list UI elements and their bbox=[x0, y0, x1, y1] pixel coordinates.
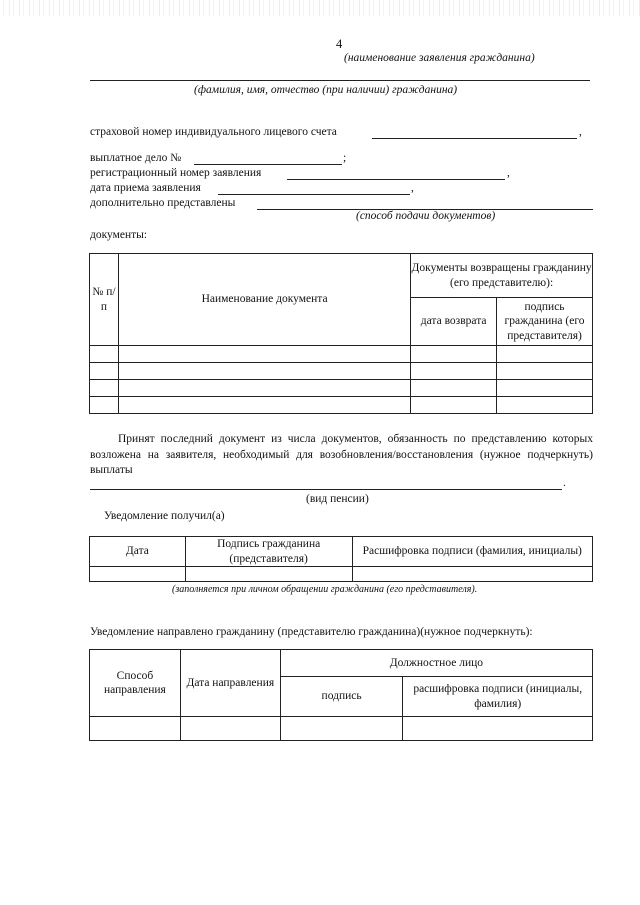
fio-line bbox=[90, 80, 590, 81]
fio-caption: (фамилия, имя, отчество (при наличии) гражданина) bbox=[194, 84, 458, 96]
col-returned-header: Документы возвращены гражданину (его представителю): bbox=[411, 254, 593, 298]
last-document-paragraph: Принят последний документ из числа документов, обязанность по представлению которых возложена на заявителя, необходимый для возобновления/восстановления (нужное подчеркнуть) выплаты bbox=[90, 433, 593, 477]
application-title-caption: (наименование заявления гражданина) bbox=[344, 52, 535, 64]
table-row bbox=[90, 717, 593, 741]
notice-received-table bbox=[89, 536, 593, 582]
notice-sent-label: Уведомление направлено гражданину (представителю гражданина)(нужное подчеркнуть): bbox=[90, 626, 533, 638]
snils-end: , bbox=[579, 126, 582, 138]
table-row bbox=[90, 567, 593, 582]
extra-label: дополнительно представлены bbox=[90, 197, 236, 209]
documents-word: документы: bbox=[90, 229, 148, 241]
notice-date-header: Дата bbox=[90, 537, 186, 567]
official-decode-header: расшифровка подписи (инициалы, фамилия) bbox=[403, 677, 593, 717]
date-line bbox=[218, 194, 410, 195]
submission-caption: (способ подачи документов) bbox=[356, 210, 496, 222]
case-line bbox=[194, 164, 342, 165]
pension-line bbox=[90, 489, 562, 490]
notice-sent-table bbox=[89, 649, 593, 741]
official-header: Должностное лицо bbox=[280, 650, 592, 677]
personal-visit-caption: (заполняется при личном обращении гражданина (его представителя). bbox=[172, 584, 478, 595]
page-number: 4 bbox=[336, 37, 343, 51]
date-end: , bbox=[411, 182, 414, 194]
case-label: выплатное дело № bbox=[90, 152, 182, 164]
table-row bbox=[90, 363, 593, 380]
official-signature-header: подпись bbox=[280, 677, 403, 717]
col-name-header: Наименование документа bbox=[118, 254, 410, 346]
scan-noise bbox=[0, 0, 640, 16]
col-num-header: № п/п bbox=[90, 254, 119, 346]
notice-received-label: Уведомление получил(а) bbox=[104, 510, 225, 522]
snils-label: страховой номер индивидуального лицевого счета bbox=[90, 126, 337, 138]
pension-line-end: . bbox=[563, 477, 566, 489]
table-row bbox=[90, 380, 593, 397]
reg-number-line bbox=[287, 179, 505, 180]
method-header: Способ направления bbox=[90, 650, 181, 717]
date-label: дата приема заявления bbox=[90, 182, 201, 194]
snils-line bbox=[372, 138, 577, 139]
table-row bbox=[90, 397, 593, 414]
col-return-date-header: дата возврата bbox=[411, 298, 497, 346]
reg-number-end: , bbox=[507, 167, 510, 179]
send-date-header: Дата направления bbox=[180, 650, 280, 717]
documents-table bbox=[89, 253, 593, 414]
table-row bbox=[90, 346, 593, 363]
notice-decode-header: Расшифровка подписи (фамилия, инициалы) bbox=[352, 537, 592, 567]
pension-caption: (вид пенсии) bbox=[306, 493, 369, 505]
col-signature-header: подпись гражданина (его представителя) bbox=[497, 298, 593, 346]
case-end: ; bbox=[343, 152, 347, 164]
reg-number-label: регистрационный номер заявления bbox=[90, 167, 262, 179]
notice-signature-header: Подпись гражданина (представителя) bbox=[185, 537, 352, 567]
